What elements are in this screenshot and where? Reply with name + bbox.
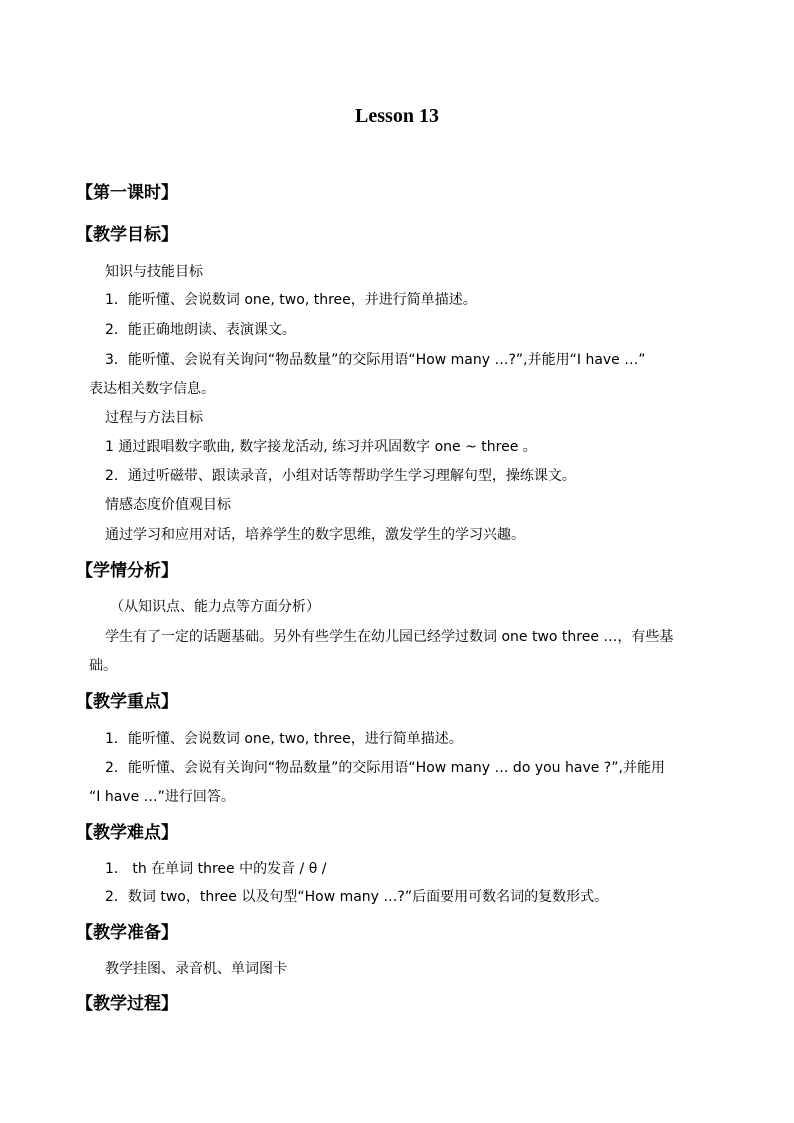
heading-teaching-process: 【教学过程】 xyxy=(76,994,178,1014)
goals-knowledge-item-3: 3．能听懂、会说有关询问“物品数量”的交际用语“How many …?”,并能用“I have …” xyxy=(105,352,646,368)
goals-knowledge-item-2: 2．能正确地朗读、表演课文。 xyxy=(105,322,296,338)
heading-first-period: 【第一课时】 xyxy=(76,183,178,203)
goals-process-item-1: 1 通过跟唱数字歌曲, 数字接龙活动, 练习并巩固数字 one ~ three 。 xyxy=(105,439,537,455)
analysis-text: 学生有了一定的话题基础。另外有些学生在幼儿园已经学过数词 one two three …，有些基 xyxy=(105,629,674,645)
key-point-2-cont: “I have …”进行回答。 xyxy=(89,789,235,805)
heading-situation-analysis: 【学情分析】 xyxy=(76,561,178,581)
difficulty-1: 1． th 在单词 three 中的发音 / θ / xyxy=(105,861,327,877)
heading-preparation: 【教学准备】 xyxy=(76,923,178,943)
goals-emotion-title: 情感态度价值观目标 xyxy=(105,497,231,513)
analysis-text-cont: 础。 xyxy=(89,658,117,674)
lesson-title: Lesson 13 xyxy=(355,105,439,127)
heading-teaching-goals: 【教学目标】 xyxy=(76,225,178,245)
heading-difficulties: 【教学难点】 xyxy=(76,823,178,843)
goals-emotion-item-1: 通过学习和应用对话，培养学生的数字思维，激发学生的学习兴趣。 xyxy=(105,527,525,543)
goals-process-item-2: 2．通过听磁带、跟读录音，小组对话等帮助学生学习理解句型，操练课文。 xyxy=(105,468,576,484)
goals-knowledge-item-1: 1．能听懂、会说数词 one, two, three，并进行简单描述。 xyxy=(105,292,477,308)
analysis-note: （从知识点、能力点等方面分析） xyxy=(110,599,320,615)
key-point-1: 1．能听懂、会说数词 one, two, three，进行简单描述。 xyxy=(105,731,463,747)
key-point-2: 2．能听懂、会说有关询问“物品数量”的交际用语“How many … do you have ?”,并能用 xyxy=(105,760,665,776)
preparation-text: 教学挂图、录音机、单词图卡 xyxy=(105,961,287,977)
goals-knowledge-title: 知识与技能目标 xyxy=(105,264,203,280)
goals-process-title: 过程与方法目标 xyxy=(105,410,203,426)
goals-knowledge-item-3-cont: 表达相关数字信息。 xyxy=(89,381,215,397)
heading-key-points: 【教学重点】 xyxy=(76,692,178,712)
difficulty-2: 2．数词 two，three 以及句型“How many …?”后面要用可数名词的复数形式。 xyxy=(105,889,609,905)
